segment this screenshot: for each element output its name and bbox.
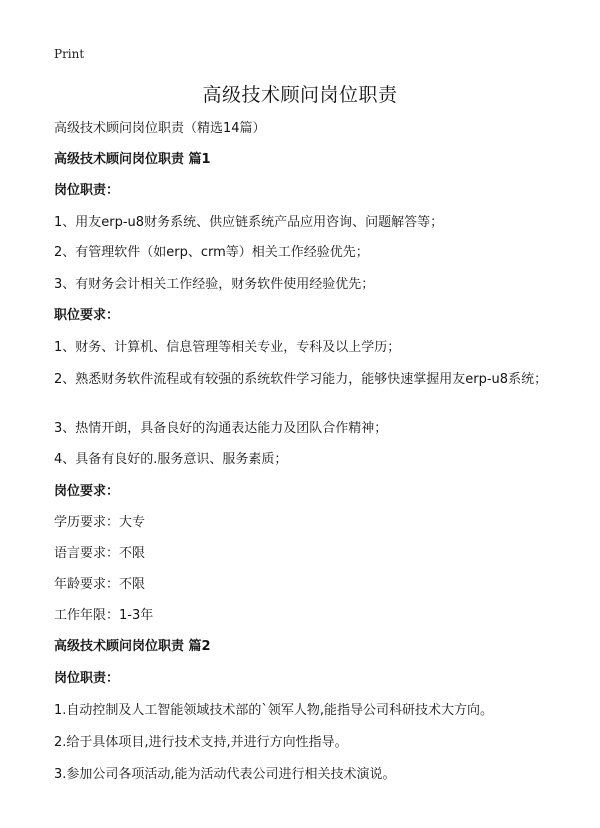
requirement-item: 3、热情开朗，具备良好的沟通表达能力及团队合作精神；: [54, 421, 388, 436]
duty-item: 1.自动控制及人工智能领域技术部的`领军人物,能指导公司科研技术大方向。: [54, 703, 494, 718]
duty-item: 2.给于具体项目,进行技术支持,并进行方向性指导。: [54, 735, 348, 750]
document-subtitle: 高级技术顾问岗位职责（精选14篇）: [54, 121, 266, 136]
section-heading: 高级技术顾问岗位职责 篇2: [54, 639, 211, 654]
duty-item: 2、有管理软件（如erp、crm等）相关工作经验优先；: [54, 245, 369, 260]
print-label: Print: [54, 47, 85, 61]
post-requirement-item: 年龄要求：不限: [54, 577, 146, 592]
document-title: 高级技术顾问岗位职责: [202, 84, 398, 106]
post-requirement-item: 语言要求：不限: [54, 546, 146, 561]
requirement-item: 2、熟悉财务软件流程或有较强的系统软件学习能力，能够快速掌握用友erp-u8系统；: [54, 372, 548, 387]
duty-item: 1、用友erp-u8财务系统、供应链系统产品应用咨询、问题解答等；: [54, 215, 444, 230]
requirement-item: 1、财务、计算机、信息管理等相关专业，专科及以上学历；: [54, 340, 401, 355]
post-requirements-heading: 岗位要求：: [54, 484, 120, 499]
duties-heading: 岗位职责：: [54, 671, 120, 686]
requirements-heading: 职位要求：: [54, 308, 120, 323]
post-requirement-item: 工作年限：1-3年: [54, 608, 154, 623]
duty-item: 3.参加公司各项活动,能为活动代表公司进行相关技术演说。: [54, 767, 396, 782]
duties-heading: 岗位职责：: [54, 183, 120, 198]
section-heading: 高级技术顾问岗位职责 篇1: [54, 152, 211, 167]
requirement-item: 4、具备有良好的.服务意识、服务素质；: [54, 452, 288, 467]
duty-item: 3、有财务会计相关工作经验，财务软件使用经验优先；: [54, 277, 375, 292]
post-requirement-item: 学历要求：大专: [54, 515, 146, 530]
